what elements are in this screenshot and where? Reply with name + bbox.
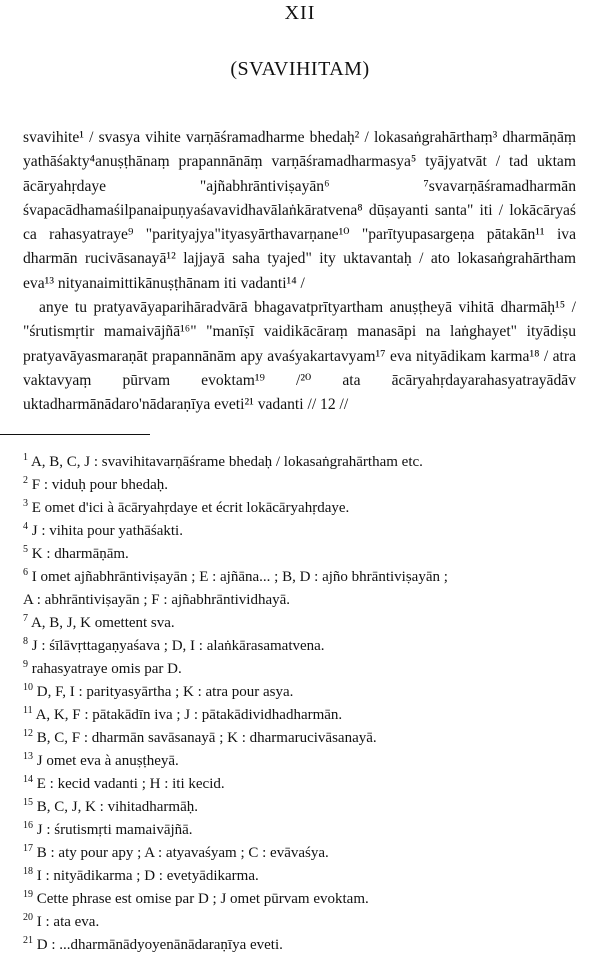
main-text — [23, 126, 576, 418]
footnote: $^{15}$ B, C, J, K : vihitadharmāḥ. — [23, 797, 198, 815]
footnote: $^{21}$ D : ...dharmānādyoyenānādaraṇīya eveti. — [23, 935, 283, 953]
footnote: $^5$ K : dharmāṇām. — [23, 544, 129, 562]
footnote: $^9$ rahasyatraye omis par D. — [23, 659, 182, 677]
footnote: $^{17}$ B : aty pour apy ; A : atyavaśyam ; C : evāvaśya. — [23, 843, 329, 861]
footnote-continuation: A : abhrāntiviṣayān ; F : ajñabhrāntividhayā. — [23, 592, 291, 608]
footnote: $^{13}$ J omet eva à anuṣṭheyā. — [23, 751, 179, 769]
footnote: $^{19}$ Cette phrase est omise par D ; J omet pūrvam evoktam. — [23, 889, 369, 907]
footnotes — [23, 451, 576, 957]
footnote: $^{10}$ D, F, I : parityasyārtha ; K : atra pour asya. — [23, 682, 294, 700]
footnote: $^6$ I omet ajñabhrāntiviṣayān ; E : ajñāna... ; B, D : ajño bhrāntiviṣayān ; — [23, 567, 448, 585]
footnote: $^{14}$ E : kecid vadanti ; H : iti kecid. — [23, 774, 225, 792]
body-paragraph: anye tu pratyavāyaparihāradvārā bhagavatprītyartham anuṣṭheyā vihitā dharmāḥ¹⁵ / "śrutismṛtir mamaivājñā¹⁶" "manīṣī vaidikācāraṃ manasāpi na laṅghayet" ityādiṣu pratyavāyasmaraṇāt prapannānām apy avaśyakartavyam¹⁷ eva nityādikam karma¹⁸ / atra vaktavyaṃ pūrvam evoktam¹⁹ /²⁰ ata ācāryahṛdayarahasyatrayādāv uktadharmānādaro'nādaraṇīya eveti²¹ vadanti // 12 // — [23, 299, 576, 414]
footnote: $^1$ A, B, C, J : svavihitavarṇāśrame bhedaḥ / lokasaṅgrahārtham etc. — [23, 452, 423, 470]
footnote: $^2$ F : viduḥ pour bhedaḥ. — [23, 475, 168, 493]
footnote: $^{12}$ B, C, F : dharmān savāsanayā ; K : dharmarucivāsanayā. — [23, 728, 377, 746]
footnote: $^4$ J : vihita pour yathāśakti. — [23, 521, 183, 539]
footnote: $^{11}$ A, K, F : pātakādīn iva ; J : pātakādividhadharmān. — [23, 705, 343, 723]
footnote: $^{16}$ J : śrutismṛti mamaivājñā. — [23, 820, 193, 838]
chapter-number: XII — [284, 2, 316, 24]
footnote: $^3$ E omet d'ici à ācāryahṛdaye et écrit lokācāryahṛdaye. — [23, 498, 350, 516]
footnote: $^7$ A, B, J, K omettent sva. — [23, 613, 175, 631]
footnote: $^{18}$ I : nityādikarma ; D : evetyādikarma. — [23, 866, 259, 884]
footnote: $^8$ J : śīlāvṛttagaṇyaśava ; D, I : alaṅkārasamatvena. — [23, 636, 325, 654]
body-paragraph: svavihite¹ / svasya vihite varṇāśramadharme bhedaḥ² / lokasaṅgrahārthaṃ³ dharmāṇāṃ yathāśakty⁴anuṣṭhānaṃ prapannānāṃ varṇāśramadharmasya⁵ tyājyatvāt / tad uktam ācāryahṛdaye "ajñabhrāntiviṣayān⁶ ⁷svavarṇāśramadharmān śvapacādhamaśilpanaipuṇyaśavavidhavālaṅkāratvena⁸ dūṣayanti santa" iti / lokācāryaś ca rahasyatraye⁹ "parityajya"ityasyārthavarṇane¹⁰ "parītyupasargeṇa pātakān¹¹ iva dharmān rucivāsanayā¹² lajjayā saha tyajed" ity uktavantaḥ / ato lokasaṅgrahārtham eva¹³ nityanaimittikānuṣṭhānam iti vadanti¹⁴ / — [23, 129, 576, 292]
footnote-divider — [0, 434, 150, 435]
footnote: $^{20}$ I : ata eva. — [23, 912, 100, 930]
chapter-title: (SVAVIHITAM) — [230, 58, 370, 80]
